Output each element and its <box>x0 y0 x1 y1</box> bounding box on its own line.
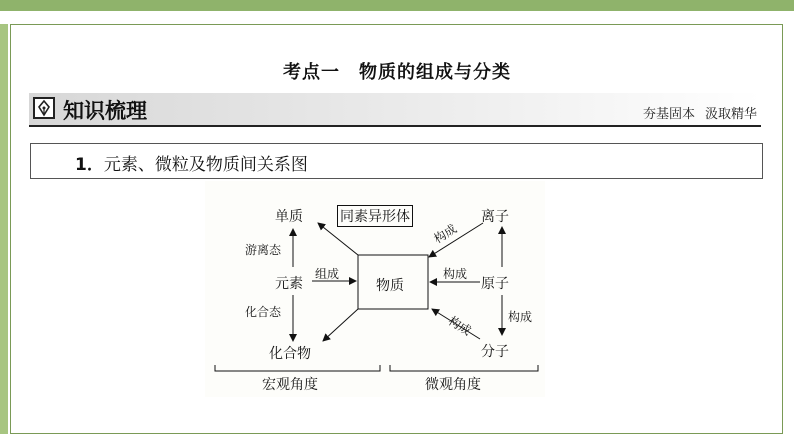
arrow-wuzhi-danzhi <box>318 223 358 255</box>
node-fenzi: 分子 <box>481 344 509 360</box>
left-accent-bar <box>0 24 8 434</box>
subheading-number: 1． <box>75 155 104 175</box>
quill-pen-icon <box>33 97 55 119</box>
node-yuanzi: 原子 <box>481 276 509 292</box>
top-accent-bar <box>0 0 794 11</box>
label-huahetai: 化合态 <box>245 305 282 319</box>
node-wuzhi: 物质 <box>376 278 404 294</box>
label-goucheng-lizi: 构成 <box>431 221 460 247</box>
subheading <box>75 150 308 175</box>
slogan-left: 夯基固本 <box>642 107 695 122</box>
node-tongsu-yixingti: 同素异形体 <box>337 205 413 227</box>
section-header <box>29 93 761 127</box>
section-title: 知识梳理 <box>63 99 147 123</box>
macro-bracket <box>215 365 380 371</box>
label-youlitai: 游离态 <box>245 243 282 257</box>
label-goucheng-fenzi: 构成 <box>445 313 474 339</box>
node-yuansu: 元素 <box>275 276 303 292</box>
label-goucheng-yuanzi: 构成 <box>443 267 468 281</box>
label-zucheng: 组成 <box>315 267 340 281</box>
slogan-right: 汲取精华 <box>704 107 757 122</box>
group-macro: 宏观角度 <box>262 377 318 393</box>
node-huahewu: 化合物 <box>269 346 311 362</box>
section-slogan <box>643 103 757 122</box>
subheading-box <box>30 143 763 179</box>
node-lizi: 离子 <box>481 209 509 225</box>
subheading-text: 元素、微粒及物质间关系图 <box>103 155 308 175</box>
arrow-wuzhi-huahewu <box>323 309 358 341</box>
section-header-underline <box>29 125 761 127</box>
group-micro: 微观角度 <box>425 377 481 393</box>
label-goucheng-right: 构成 <box>508 310 533 324</box>
node-danzhi: 单质 <box>275 209 303 225</box>
page-title: 考点一 物质的组成与分类 <box>283 62 511 83</box>
relationship-diagram <box>205 181 545 397</box>
micro-bracket <box>390 365 538 371</box>
